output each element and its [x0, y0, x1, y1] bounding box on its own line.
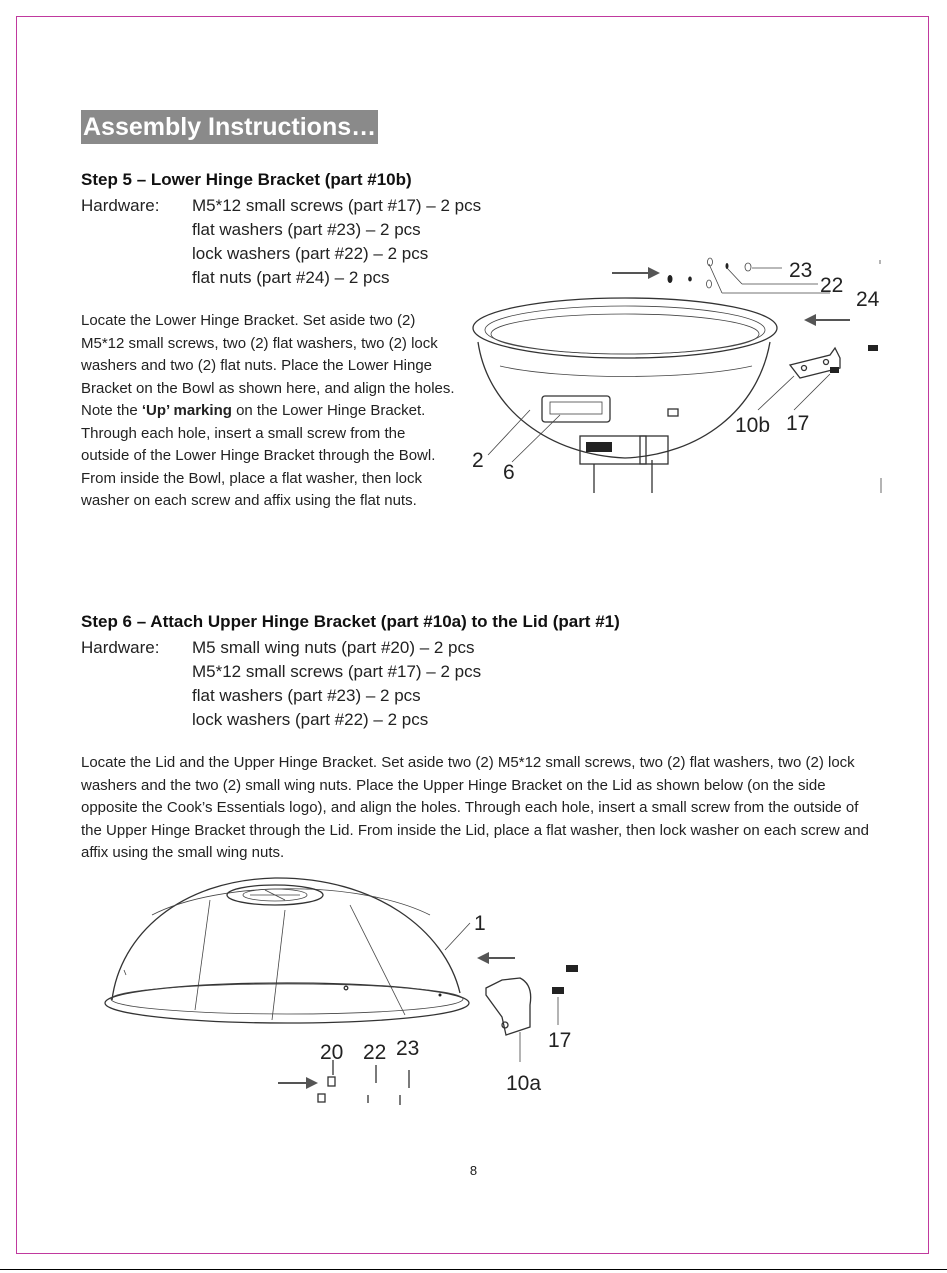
step6-hardware-label: Hardware:: [81, 638, 160, 657]
step5-body-emphasis: ‘Up’ marking: [141, 402, 232, 419]
step5-body-text: on the Lower Hinge Bracket. Through each hole, insert a small screw from the outside of the Lower Hinge Bracket through the Bowl. From inside the Bowl, place a flat washer, then lock washer on each screw and affix using the flat nuts.: [81, 402, 436, 509]
callout-part-10b: 10b: [735, 414, 771, 437]
step5-hardware-item: lock washers (part #22) – 2 pcs: [192, 244, 429, 263]
callout-part-1: 1: [474, 912, 486, 935]
step5-body-text: Locate the Lower Hinge Bracket. Set aside two (2) M5*12 small screws, two (2) flat washers, two (2) lock washers and two (2) flat nuts. Place the Lower Hinge Bracket on the Bowl as shown here, and align the holes. Note the: [81, 312, 455, 419]
callout-part-23: 23: [789, 259, 813, 282]
step6-heading: Step 6 – Attach Upper Hinge Bracket (part #10a) to the Lid (part #1): [81, 612, 620, 631]
step5-heading: Step 5 – Lower Hinge Bracket (part #10b): [81, 170, 412, 189]
step6-hardware-item: flat washers (part #23) – 2 pcs: [192, 686, 421, 705]
step5-body: [81, 310, 456, 513]
callout-part-24: 24: [856, 288, 880, 311]
step6-hardware-item: lock washers (part #22) – 2 pcs: [192, 710, 429, 729]
step5-hardware-item: flat nuts (part #24) – 2 pcs: [192, 268, 390, 287]
step6-hardware-row-1: [81, 638, 475, 658]
step6-hardware-item: M5 small wing nuts (part #20) – 2 pcs: [192, 638, 475, 657]
bottom-rule: [0, 1269, 947, 1270]
page-title: Assembly Instructions…: [81, 110, 378, 144]
step5-hardware-item: flat washers (part #23) – 2 pcs: [192, 220, 421, 239]
step5-hardware-item: M5*12 small screws (part #17) – 2 pcs: [192, 196, 482, 215]
callout-part-23b: 23: [396, 1037, 420, 1060]
step5-hardware-label: Hardware:: [81, 196, 160, 215]
callout-part-20: 20: [320, 1041, 344, 1064]
step5-hardware-row-1: [81, 196, 481, 216]
page-number: 8: [469, 1163, 478, 1178]
callout-part-22b: 22: [363, 1041, 387, 1064]
callout-part-6: 6: [503, 461, 515, 484]
step6-body: Locate the Lid and the Upper Hinge Bracket. Set aside two (2) M5*12 small screws, two (2) flat washers, two (2) lock washers and the two (2) small wing nuts. Place the Upper Hinge Bracket on the Lid as shown below (on the side opposite the Cook’s Essentials logo), and align the holes. Through each hole, insert a small screw from the outside of the Upper Hinge Bracket through the Lid. From inside the Lid, place a flat washer, then lock washer on each screw and affix using the small wing nuts.: [81, 754, 869, 861]
step6-hardware-item: M5*12 small screws (part #17) – 2 pcs: [192, 662, 482, 681]
callout-part-10a: 10a: [506, 1072, 542, 1095]
callout-part-17b: 17: [548, 1029, 572, 1052]
callout-part-17: 17: [786, 412, 810, 435]
callout-part-22: 22: [820, 274, 844, 297]
callout-part-2: 2: [472, 449, 484, 472]
